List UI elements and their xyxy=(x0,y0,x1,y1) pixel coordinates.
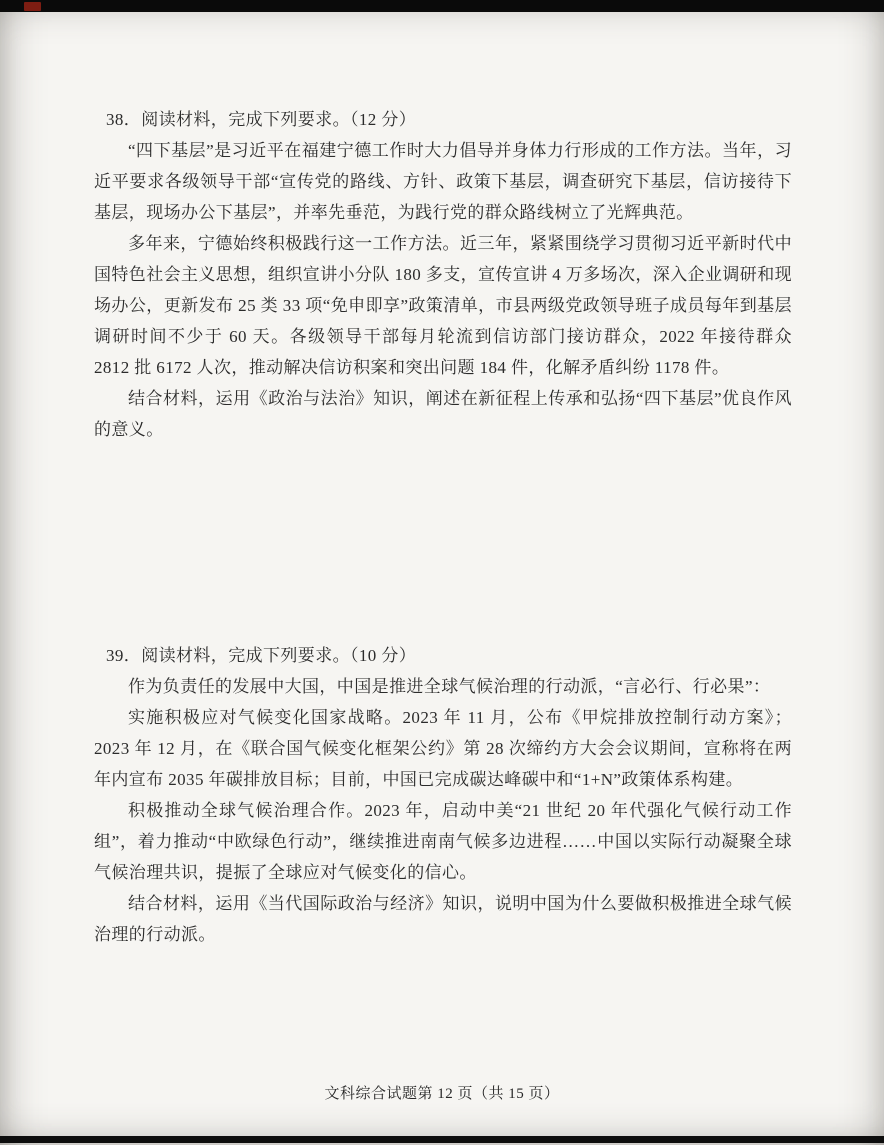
question-39-material-paragraph: 实施积极应对气候变化国家战略。2023 年 11 月，公布《甲烷排放控制行动方案》；2023 年 12 月，在《联合国气候变化框架公约》第 28 次缔约方大会会议期间，宣称将在两年内宣布 2035 年碳排放目标；目前，中国已完成碳达峰碳中和“1+N”政策体系构建。 xyxy=(94,708,792,789)
red-corner-mark xyxy=(24,2,41,11)
page-footer: 文科综合试题第 12 页（共 15 页） xyxy=(324,1086,560,1102)
question-38-material-paragraph: 多年来，宁德始终积极践行这一工作方法。近三年，紧紧围绕学习贯彻习近平新时代中国特色社会主义思想，组织宣讲小分队 180 多支，宣传宣讲 4 万多场次，深入企业调研和现场办公，更新发布 25 类 33 项“免申即享”政策清单，市县两级党政领导班子成员每年到基层调研时间不少于 60 天。各级领导干部每月轮流到信访部门接访群众，2022 年接待群众 2812 批 6172 人次，推动解决信访积案和突出问题 184 件，化解矛盾纠纷 1178 件。 xyxy=(94,234,792,377)
question-39-header: 39．阅读材料，完成下列要求。（10 分） xyxy=(106,646,417,665)
question-39-material-paragraph: 作为负责任的发展中大国，中国是推进全球气候治理的行动派，“言必行、行必果”： xyxy=(128,677,771,696)
scan-edge-bottom xyxy=(0,1136,884,1143)
question-38-header: 38．阅读材料，完成下列要求。（12 分） xyxy=(106,110,417,129)
question-38 xyxy=(94,104,792,445)
question-39-task-paragraph: 结合材料，运用《当代国际政治与经济》知识，说明中国为什么要做积极推进全球气候治理的行动派。 xyxy=(94,894,792,944)
question-39 xyxy=(94,640,792,950)
question-38-material-paragraph: “四下基层”是习近平在福建宁德工作时大力倡导并身体力行形成的工作方法。当年，习近平要求各级领导干部“宣传党的路线、方针、政策下基层，调查研究下基层，信访接待下基层，现场办公下基层”，并率先垂范，为践行党的群众路线树立了光辉典范。 xyxy=(94,141,792,222)
question-39-material-paragraph: 积极推动全球气候治理合作。2023 年，启动中美“21 世纪 20 年代强化气候行动工作组”，着力推动“中欧绿色行动”，继续推进南南气候多边进程……中国以实际行动凝聚全球气候治理共识，提振了全球应对气候变化的信心。 xyxy=(94,801,792,882)
scan-edge-top xyxy=(0,0,884,12)
question-38-task-paragraph: 结合材料，运用《政治与法治》知识，阐述在新征程上传承和弘扬“四下基层”优良作风的意义。 xyxy=(94,389,792,439)
